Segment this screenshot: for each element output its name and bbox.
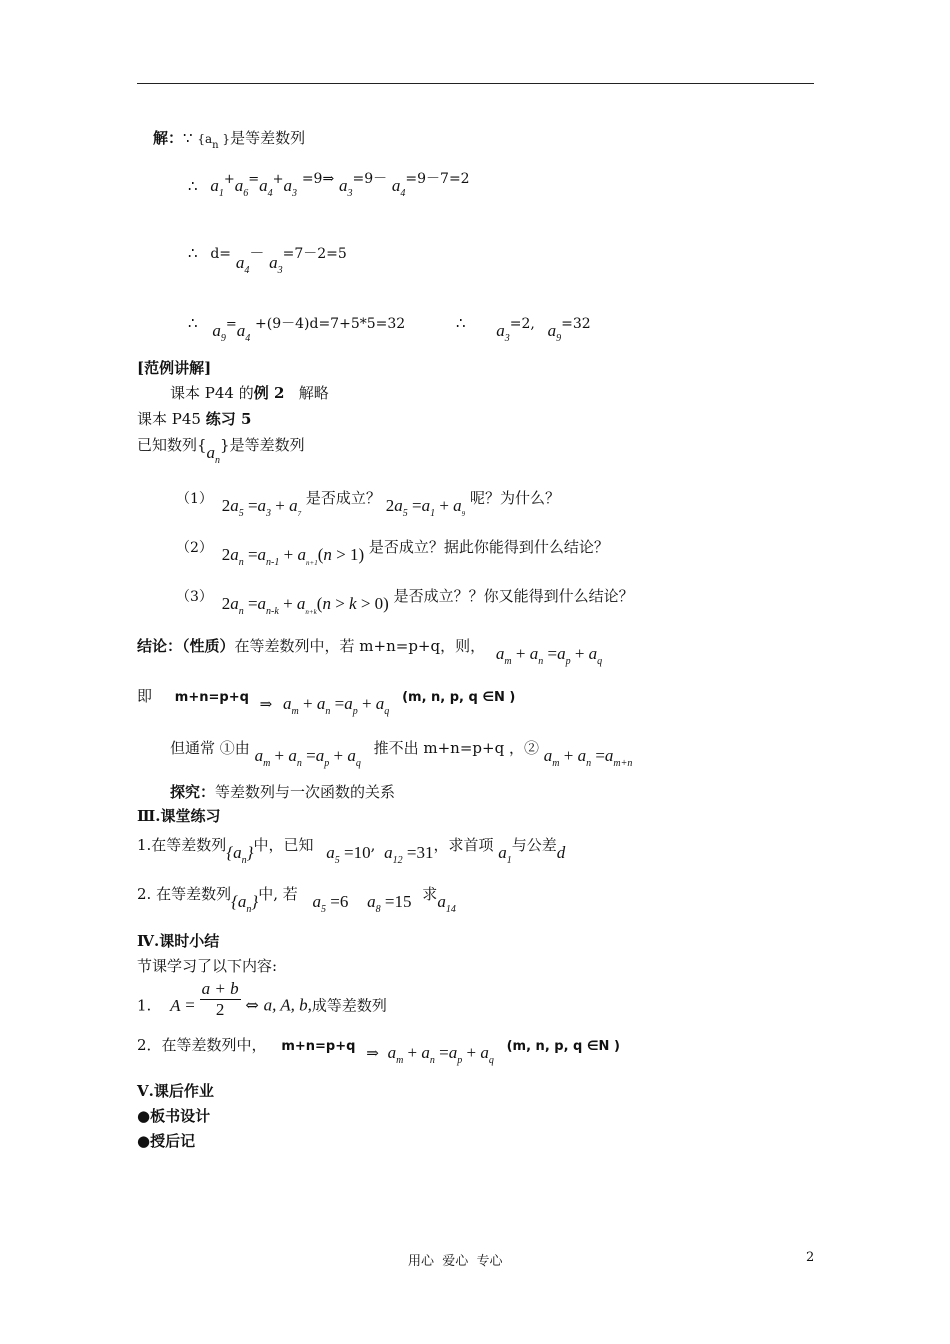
conclusion-restated: 即 m+n=p+q ⇒ $a_m + a_n =a_p + a_q$ (m, n, p, q ∈N ): [137, 687, 516, 717]
practice-ref: 课本 P45 练习 5: [137, 410, 252, 428]
conclusion-line: 结论：（性质）在等差数列中，若 m+n=p+q，则， $a_m + a_n =a_p + a_q$: [137, 637, 603, 667]
solution-step-2: ∴ $d= a_4- a_3=7-2=5$: [188, 244, 347, 276]
solution-step-3: ∴ $a_9=a_4 +(9-4)d=7+5*5=32$ ∴ $a_3=2$, $a_9=32$: [188, 314, 591, 344]
practice-problem-2: 2. 在等差数列$\{a_n\}$中, 若 $a_5 =6$ $a_8 =15$ 求$a_{14}$: [137, 885, 456, 915]
examples-heading: [范例讲解]: [137, 359, 212, 377]
known-sequence: 已知数列$\{a_n\}$是等差数列: [137, 436, 305, 466]
solution-seq-tail: 是等差数列: [230, 129, 306, 147]
practice-problem-1: 1.在等差数列$\{a_n\}$中，已知 $a_5 =10$, $a_{12} =31$，求首项 $a_1$与公差d: [137, 836, 566, 866]
summary-intro: 节课学习了以下内容:: [137, 957, 278, 975]
because-symbol: ∵: [183, 129, 193, 147]
summary-2: 2．在等差数列中， m+n=p+q ⇒ $a_m + a_n =a_p + a_q$ (m, n, p, q ∈N ): [137, 1036, 620, 1066]
question-3: （3） $2a_n =a_{n-k} + a_{n+k}(n > k > 0)$ 是否成立？？你又能得到什么结论？: [176, 587, 634, 617]
solution-label: 解：: [153, 129, 184, 147]
explore-line: 探究：等差数列与一次函数的关系: [170, 783, 396, 801]
summary-1: 1. A = $\frac{a + b}{2}$ ⇔ a, A, b,成等差数列: [137, 979, 387, 1019]
example-ref: 课本 P44 的例 2 解略: [170, 384, 329, 402]
question-1: （1） $2a_5 =a_3 + a_7$ 是否成立？ $2a_5 =a_1 + a_9$ 呢？为什么？: [176, 489, 560, 519]
post-lesson-item: ●授后记: [137, 1132, 196, 1150]
footer-center: 用心 爱心 专心: [408, 1254, 503, 1269]
solution-step-1: ∴ $a_1+a_6=a_4+a_3$ =9⇒ $a_3=9- a_4=9-7=2$: [188, 171, 470, 199]
header-rule: [137, 83, 814, 84]
section5-heading: Ⅴ.课后作业: [137, 1082, 214, 1100]
question-2: （2） $2a_n =a_{n-1} + a_{n+1}(n > 1)$ 是否成立？据此你能得到什么结论？: [176, 538, 609, 568]
section4-heading: Ⅳ.课时小结: [137, 932, 220, 950]
solution-line: 解：∵ {$a_n$ }是等差数列: [153, 129, 306, 151]
page-number: 2: [806, 1250, 815, 1265]
section3-heading: Ⅲ.课堂练习: [137, 807, 221, 825]
board-design-item: ●板书设计: [137, 1107, 211, 1125]
conclusion-caveat: 但通常 ①由 $a_m + a_n =a_p + a_q$ 推不出 m+n=p+q ，② $a_m + a_n =a_{m+n}$: [170, 739, 633, 769]
